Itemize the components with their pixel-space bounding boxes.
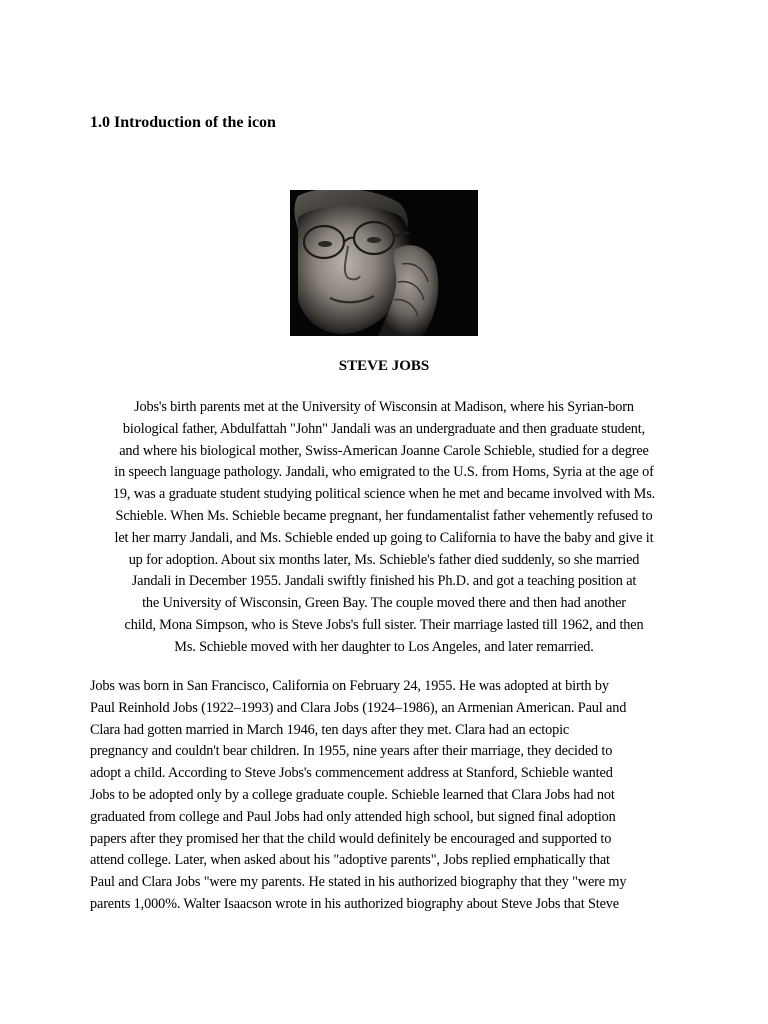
figure-title: STEVE JOBS — [338, 358, 430, 374]
paragraph-line: papers after they promised her that the child would definitely be encouraged and supported to — [90, 830, 612, 847]
portrait-illustration — [290, 190, 478, 336]
paragraph-line: Jobs to be adopted only by a college graduate couple. Schieble learned that Clara Jobs had not — [90, 786, 615, 803]
paragraph-line: pregnancy and couldn't bear children. In 1955, nine years after their marriage, they decided to — [90, 743, 613, 760]
paragraph-line: and where his biological mother, Swiss-American Joanne Carole Schieble, studied for a degree — [119, 442, 649, 459]
paragraph-line: 19, was a graduate student studying political science when he met and became involved with Ms. — [112, 486, 656, 503]
paragraph-line: let her marry Jandali, and Ms. Schieble ended up going to California to have the baby and give it — [114, 529, 654, 546]
paragraph-line: graduated from college and Paul Jobs had only attended high school, but signed final adoption — [90, 808, 616, 825]
paragraph-line: Clara had gotten married in March 1946, ten days after they met. Clara had an ectopic — [90, 721, 570, 738]
paragraph-line: the University of Wisconsin, Green Bay. The couple moved there and then had another — [142, 595, 626, 612]
paragraph-line: child, Mona Simpson, who is Steve Jobs's full sister. Their marriage lasted till 1962, and then — [124, 616, 644, 633]
paragraph-line: Jobs's birth parents met at the University of Wisconsin at Madison, where his Syrian-born — [134, 399, 634, 415]
paragraph-line: Paul and Clara Jobs "were my parents. He stated in his authorized biography that they "were my — [90, 874, 627, 891]
paragraph-birth-parents — [80, 397, 688, 659]
paragraph-line: Ms. Schieble moved with her daughter to Los Angeles, and later remarried. — [174, 638, 594, 655]
paragraph-line: adopt a child. According to Steve Jobs's commencement address at Stanford, Schieble wanted — [90, 765, 613, 782]
paragraph-line: Jandali in December 1955. Jandali swiftly finished his Ph.D. and got a teaching position at — [131, 573, 637, 590]
portrait-photo — [290, 190, 478, 336]
paragraph-adoption — [90, 676, 680, 916]
paragraph-line: in speech language pathology. Jandali, who emigrated to the U.S. from Homs, Syria at the age of — [114, 464, 654, 481]
paragraph-line: Schieble. When Ms. Schieble became pregnant, her fundamentalist father vehemently refused to — [115, 507, 653, 524]
paragraph-line: up for adoption. About six months later, Ms. Schieble's father died suddenly, so she married — [128, 551, 640, 568]
paragraph-line: parents 1,000%. Walter Isaacson wrote in his authorized biography about Steve Jobs that Steve — [90, 895, 619, 912]
paragraph-line: Paul Reinhold Jobs (1922–1993) and Clara Jobs (1924–1986), an Armenian American. Paul and — [90, 699, 627, 716]
paragraph-line: biological father, Abdulfattah "John" Jandali was an undergraduate and then graduate student, — [122, 420, 646, 437]
paragraph-line: Jobs was born in San Francisco, California on February 24, 1955. He was adopted at birth by — [90, 678, 609, 694]
paragraph-line: attend college. Later, when asked about his "adoptive parents", Jobs replied emphatically that — [90, 852, 610, 869]
section-heading: 1.0 Introduction of the icon — [90, 114, 276, 131]
